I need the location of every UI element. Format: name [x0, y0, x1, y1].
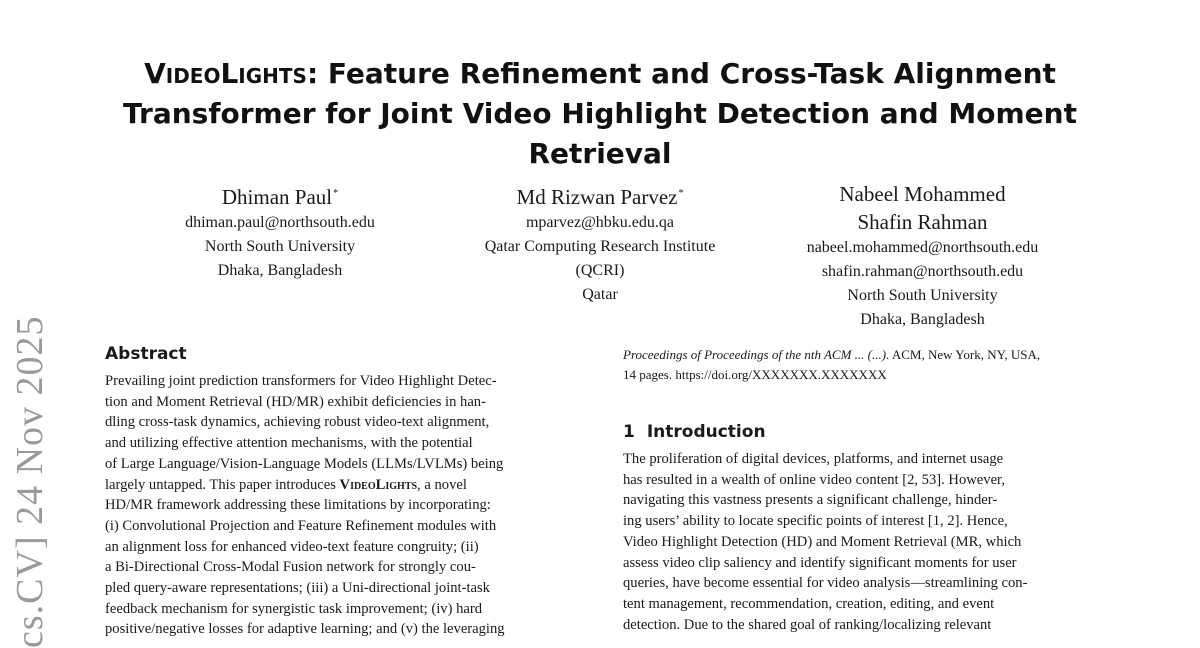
right-column	[623, 345, 1098, 635]
abstract-line: pled query-aware representations; (iii) a Uni-directional joint-task	[105, 580, 490, 597]
author-email[interactable]: shafin.rahman@northsouth.edu	[821, 263, 1024, 280]
abstract-heading: Abstract	[105, 344, 187, 364]
corresponding-mark: *	[678, 188, 684, 199]
title-brand: VideoLights	[144, 57, 307, 90]
author-name: Nabeel Mohammed	[839, 182, 1006, 206]
intro-line: Video Highlight Detection (HD) and Moment Retrieval (MR, which	[623, 533, 1022, 550]
intro-line: has resulted in a wealth of online video content [2, 53]. However,	[623, 471, 1005, 488]
intro-line: queries, have become essential for video analysis—streamlining con-	[623, 575, 1028, 592]
abstract-line: feedback mechanism for synergistic task improvement; (iv) hard	[105, 600, 483, 617]
proceedings-doi[interactable]: 14 pages. https://doi.org/XXXXXXX.XXXXXXX	[623, 367, 887, 382]
abstract-line: an alignment loss for enhanced video-text feature congruity; (ii)	[105, 538, 479, 555]
author-name: Shafin Rahman	[857, 210, 988, 234]
intro-line: detection. Due to the shared goal of ranking/localizing relevant	[623, 616, 992, 633]
abstract-line: (i) Convolutional Projection and Feature Refinement modules with	[105, 517, 497, 534]
intro-line: tent management, recommendation, creation, editing, and event	[623, 595, 995, 612]
title-line-1-rest: : Feature Refinement and Cross-Task Alignment	[306, 57, 1056, 90]
title-line-1	[110, 54, 1090, 94]
author-affiliation: North South University	[204, 238, 356, 255]
author-location: Qatar	[582, 286, 618, 303]
abstract-line: dling cross-task dynamics, achieving robust video-text alignment,	[105, 414, 490, 431]
abstract-line: a Bi-Directional Cross-Modal Fusion network for strongly cou-	[105, 559, 476, 576]
author-location: Dhaka, Bangladesh	[217, 262, 343, 279]
abstract-line: tion and Moment Retrieval (HD/MR) exhibit deficiencies in han-	[105, 393, 486, 410]
section-number: 1	[623, 422, 635, 442]
abstract-line: largely untapped. This paper introduces VideoLights, a novel	[105, 476, 467, 493]
author-name: Dhiman Paul*	[221, 185, 339, 209]
intro-line: The proliferation of digital devices, platforms, and internet usage	[623, 451, 1004, 467]
abstract-line: HD/MR framework addressing these limitations by incorporating:	[105, 497, 491, 514]
title-line-3: Retrieval	[528, 137, 672, 170]
introduction-body	[623, 449, 1098, 635]
author-email[interactable]: nabeel.mohammed@northsouth.edu	[806, 239, 1039, 256]
corresponding-mark: *	[333, 188, 339, 199]
abstract-line: positive/negative losses for adaptive learning; and (v) the leveraging	[105, 621, 505, 638]
proceedings-citation	[623, 345, 1098, 385]
abstract-body	[105, 371, 580, 640]
intro-line: navigating this vastness presents a significant challenge, hinder-	[623, 492, 998, 509]
inline-brand: VideoLights	[339, 476, 418, 493]
paper-title	[110, 54, 1090, 174]
arxiv-identifier-stamp: cs.CV] 24 Nov 2025	[9, 315, 51, 648]
author-location: Dhaka, Bangladesh	[860, 311, 985, 328]
author-block-1	[150, 180, 410, 283]
author-affiliation: North South University	[847, 287, 998, 304]
author-email[interactable]: mparvez@hbku.edu.qa	[525, 214, 674, 231]
abstract-line: Prevailing joint prediction transformers for Video Highlight Detec-	[105, 373, 497, 389]
abstract-line: and utilizing effective attention mechanisms, with the potential	[105, 435, 473, 452]
proceedings-line: Proceedings of Proceedings of the nth ACM ... (...). ACM, New York, NY, USA,	[623, 347, 1041, 362]
abstract-section	[105, 343, 580, 640]
author-name: Md Rizwan Parvez*	[516, 185, 684, 209]
intro-line: ing users’ ability to locate specific points of interest [1, 2]. Hence,	[623, 513, 1008, 530]
introduction-heading: 1 Introduction	[623, 422, 766, 442]
author-block-2	[450, 180, 750, 307]
author-affiliation: Qatar Computing Research Institute	[484, 238, 716, 255]
author-block-3	[770, 180, 1075, 332]
abstract-line: of Large Language/Vision-Language Models (LLMs/LVLMs) being	[105, 455, 504, 472]
author-email[interactable]: dhiman.paul@northsouth.edu	[185, 214, 375, 231]
intro-line: assess video clip saliency and identify significant moments for user	[623, 554, 1017, 571]
title-line-2: Transformer for Joint Video Highlight Detection and Moment	[123, 97, 1077, 130]
author-affiliation: (QCRI)	[575, 262, 625, 279]
